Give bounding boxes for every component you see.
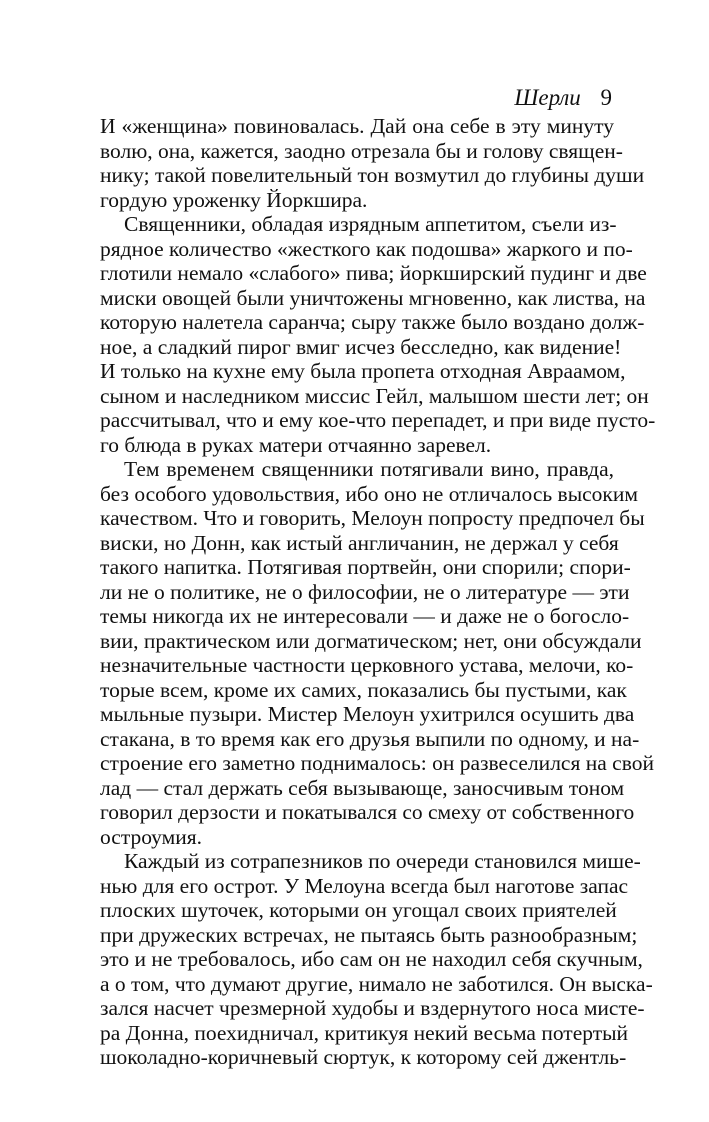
text-line: это и не требовалось, ибо сам он не находил себя скучным, bbox=[100, 947, 643, 971]
text-line: гордую уроженку Йоркшира. bbox=[100, 187, 368, 212]
text-line: Каждый из сотрапезников по очереди становился мише- bbox=[124, 849, 641, 873]
text-line: ли не о политике, не о философии, не о литературе — эти bbox=[100, 579, 630, 604]
text-line: Тем временем священники потягивали вино, правда, bbox=[124, 457, 614, 481]
text-line: ное, а сладкий пирог вмиг исчез бесследно, как видение! bbox=[100, 334, 622, 359]
paragraph bbox=[100, 114, 645, 212]
text-line: рядное количество «жесткого как подошва» жаркого и по- bbox=[100, 236, 633, 261]
text-line: ра Донна, поехидничал, критикуя некий весьма потертый bbox=[100, 1020, 629, 1045]
text-line: волю, она, кажется, заодно отрезала бы и голову священ- bbox=[100, 138, 623, 163]
text-line: мыльные пузыри. Мистер Мелоун ухитрился осушить два bbox=[100, 702, 635, 726]
paragraph bbox=[100, 457, 654, 849]
text-line: лад — стал держать себя вызывающе, заносчивым тоном bbox=[100, 775, 625, 800]
text-line: темы никогда их не интересовали — и даже не о богосло- bbox=[100, 604, 630, 628]
body-text bbox=[100, 114, 656, 1070]
paragraph bbox=[100, 212, 656, 457]
text-line: сыном и наследником миссис Гейл, малышом шести лет; он bbox=[100, 383, 649, 408]
text-line: стакана, в то время как его друзья выпили по одному, и на- bbox=[100, 726, 640, 751]
text-line: строение его заметно поднималось: он развеселился на свой bbox=[100, 751, 654, 775]
text-line: которую налетела саранча; сыру также было воздано долж- bbox=[100, 310, 645, 334]
paragraph bbox=[100, 849, 653, 1070]
text-line: Священники, обладая изрядным аппетитом, съели из- bbox=[124, 212, 617, 236]
text-line: виски, но Донн, как истый англичанин, не держал у себя bbox=[100, 530, 619, 555]
text-line: плоских шуточек, которыми он угощал своих приятелей bbox=[100, 898, 617, 922]
text-line: И «женщина» повиновалась. Дай она себе в эту минуту bbox=[100, 114, 614, 138]
text-line: качеством. Что и говорить, Мелоун попросту предпочел бы bbox=[100, 506, 645, 530]
text-line: миски овощей были уничтожены мгновенно, как листва, на bbox=[100, 285, 646, 310]
text-line: глотили немало «слабого» пива; йоркширский пудинг и две bbox=[100, 261, 647, 285]
text-line: незначительные частности церковного устава, мелочи, ко- bbox=[100, 653, 634, 677]
text-line: го блюда в руках матери отчаянно заревел. bbox=[100, 432, 492, 457]
text-line: вии, практическом или догматическом; нет, они обсуждали bbox=[100, 628, 642, 653]
text-line: шоколадно-коричневый сюртук, к которому сей джентль- bbox=[100, 1045, 627, 1069]
text-line: нику; такой повелительный тон возмутил до глубины души bbox=[100, 163, 645, 187]
text-line: такого напитка. Потягивая портвейн, они спорили; спори- bbox=[100, 555, 631, 579]
text-line: И только на кухне ему была пропета отходная Авраамом, bbox=[100, 359, 626, 383]
text-line: при дружеских встречах, не пытаясь быть разнообразным; bbox=[100, 922, 638, 947]
page-number: 9 bbox=[600, 85, 612, 110]
text-line: а о том, что думают другие, нимало не заботился. Он выска- bbox=[100, 971, 653, 996]
text-line: зался насчет чрезмерной худобы и вздернутого носа мисте- bbox=[100, 996, 645, 1020]
text-line: без особого удовольствия, ибо оно не отличалось высоким bbox=[100, 481, 638, 506]
text-line: рассчитывал, что и ему кое-что перепадет, и при виде пусто- bbox=[100, 408, 656, 432]
text-line: торые всем, кроме их самих, показались бы пустыми, как bbox=[100, 677, 627, 702]
text-line: нью для его острот. У Мелоуна всегда был наготове запас bbox=[100, 873, 629, 898]
text-line: говорил дерзости и покатывался со смеху от собственного bbox=[100, 800, 635, 824]
running-header bbox=[514, 84, 612, 111]
running-title: Шерли bbox=[514, 85, 581, 110]
text-line: остроумия. bbox=[100, 824, 203, 849]
